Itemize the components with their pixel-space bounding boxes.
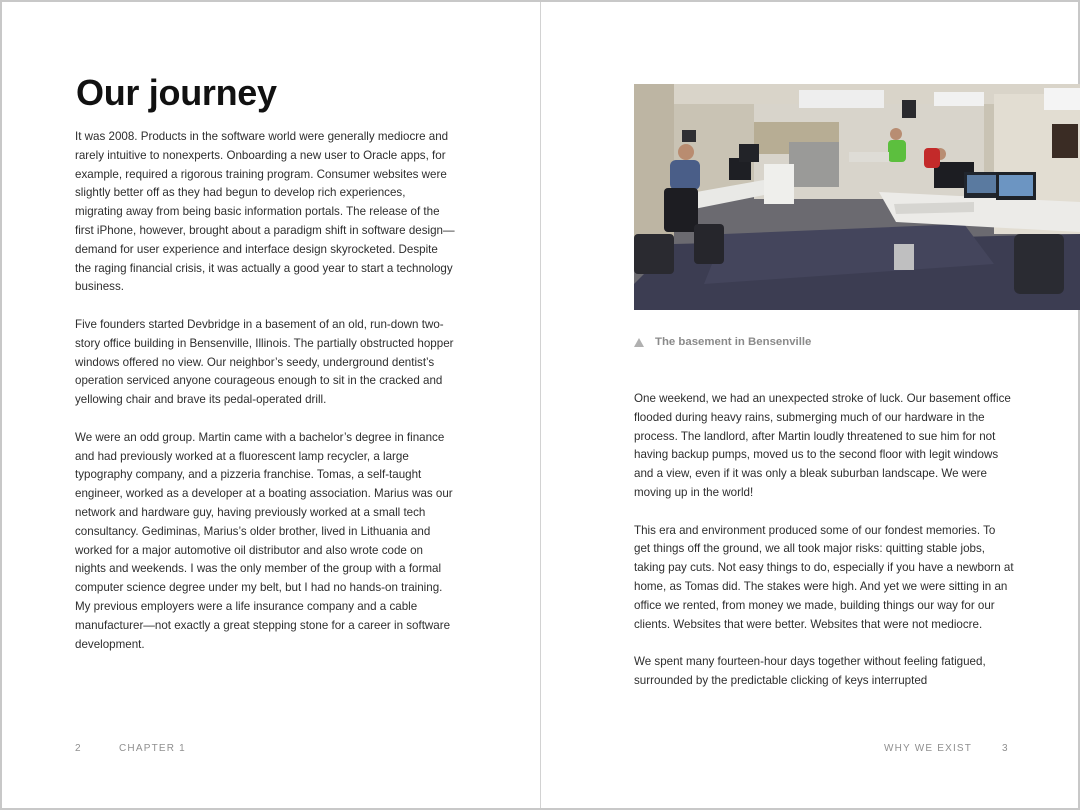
page-number: 2 bbox=[75, 743, 82, 754]
page-title: Our journey bbox=[76, 72, 277, 113]
paragraph: One weekend, we had an unexpected stroke of luck. Our basement office flooded during heavy rains, submerging much of our hardware in the process. The landlord, after Martin loudly threatened to sue him for not having backup pumps, moved us to the second floor with legit windows and a view, even if it was only a bleak suburban landscape. We were moving up in the world! bbox=[634, 392, 1011, 499]
photo-caption bbox=[634, 336, 811, 348]
running-head: WHY WE EXIST bbox=[884, 743, 973, 754]
running-head: CHAPTER 1 bbox=[119, 743, 186, 754]
left-body-text bbox=[75, 128, 455, 673]
triangle-icon bbox=[634, 338, 644, 347]
page-number: 3 bbox=[1002, 743, 1009, 754]
paragraph: It was 2008. Products in the software world were generally mediocre and rarely intuitive to nonexperts. Onboarding a new user to Oracle apps, for example, required a rigorous training program. Consumer websites were slightly better off as they had begun to develop rich experiences, migrating away from being basic information portals. The release of the first iPhone, however, brought about a paradigm shift in software design—demand for user experience and interface design skyrocketed. Despite the raging financial crisis, it was actually a good year to start a technology business. bbox=[75, 130, 455, 294]
paragraph: This era and environment produced some of our fondest memories. To get things off the ground, we all took major risks: quitting stable jobs, taking pay cuts. Not easy things to do, especially if you have a newborn at home, as Tomas did. The stakes were high. And yet we were sitting in an office we rented, from money we made, building things our way for our clients. Websites that were better. Websites that were not mediocre. bbox=[634, 523, 1014, 631]
page-gutter bbox=[540, 2, 541, 808]
paragraph: We spent many fourteen-hour days together without feeling fatigued, surrounded by the predictable clicking of keys interrupted bbox=[634, 655, 986, 687]
paragraph: Five founders started Devbridge in a basement of an old, run-down two-story office building in Bensenville, Illinois. The partially obstructed hopper windows offered no view. Our neighbor’s seedy, underground dentist’s operation serviced anyone courageous enough to sit in the cracked and yellowing chair and brave its pedal-operated drill. bbox=[75, 317, 454, 407]
paragraph: We were an odd group. Martin came with a bachelor’s degree in finance and had previously worked at a fluorescent lamp recycler, a large typography company, and a pizzeria franchise. Tomas, a self-taught engineer, worked as a developer at a boating association. Marius was our network and hardware guy, having previously worked at a small tech consultancy. Gediminas, Marius’s older brother, lived in Lithuania and worked for a major automotive oil distributor and also wrote code on nights and weekends. I was the only member of the group with a formal computer science degree under my belt, but I had no hands-on training. My previous employers were a life insurance company and a cable manufacturer—not exactly a great stepping stone for a career in software development. bbox=[75, 430, 453, 651]
caption-text: The basement in Bensenville bbox=[655, 336, 812, 348]
right-body-text bbox=[634, 390, 1014, 710]
left-page bbox=[2, 2, 540, 808]
basement-office-photo bbox=[634, 84, 1080, 310]
right-page bbox=[542, 2, 1080, 808]
